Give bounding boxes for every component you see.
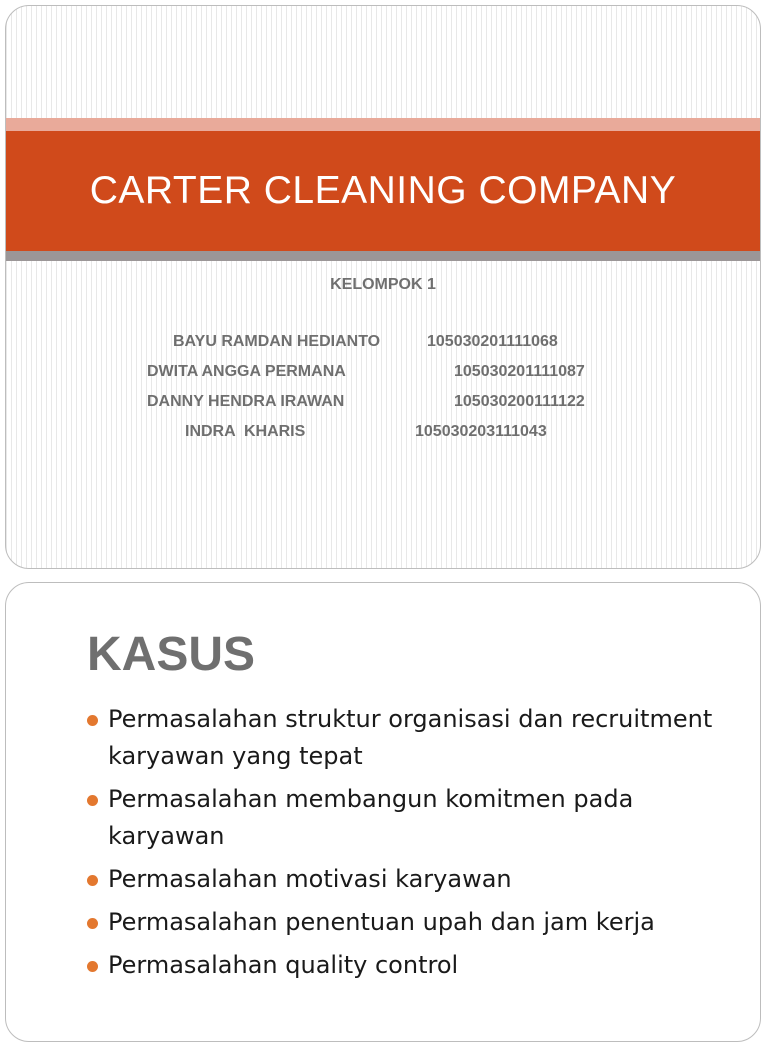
- list-item: [86, 701, 736, 775]
- member-name: DANNY HENDRA IRAWAN: [147, 393, 345, 410]
- content-slide: [5, 582, 761, 1042]
- member-nim: 105030203111043: [415, 423, 547, 440]
- member-nim: 105030200111122: [454, 393, 585, 410]
- bullet-text: Permasalahan motivasi karyawan: [108, 865, 512, 893]
- bullet-dot-icon: [87, 875, 98, 886]
- bullet-dot-icon: [87, 715, 98, 726]
- member-name: DWITA ANGGA PERMANA: [147, 363, 346, 380]
- slide-title: CARTER CLEANING COMPANY: [89, 169, 677, 212]
- bullet-text: Permasalahan quality control: [108, 951, 459, 979]
- bullet-text: Permasalahan penentuan upah dan jam kerja: [108, 908, 655, 936]
- member-nim: 105030201111087: [454, 363, 585, 380]
- accent-stripe-top: [6, 118, 760, 131]
- slide-heading: KASUS: [87, 628, 256, 681]
- bullet-dot-icon: [87, 795, 98, 806]
- group-label: KELOMPOK 1: [330, 276, 436, 293]
- list-item: [86, 781, 736, 855]
- member-nim: 105030201111068: [427, 333, 558, 350]
- bullet-text: Permasalahan struktur organisasi dan recruitment karyawan yang tepat: [108, 705, 713, 770]
- bullet-dot-icon: [87, 918, 98, 929]
- title-band: [6, 131, 760, 251]
- list-item: [86, 947, 736, 984]
- bullet-dot-icon: [87, 961, 98, 972]
- bullet-text: Permasalahan membangun komitmen pada karyawan: [108, 785, 634, 850]
- bullet-list: [86, 701, 736, 990]
- list-item: [86, 904, 736, 941]
- list-item: [86, 861, 736, 898]
- member-name: BAYU RAMDAN HEDIANTO: [173, 333, 381, 350]
- accent-stripe-bottom: [6, 251, 760, 261]
- member-name: INDRA KHARIS: [185, 423, 306, 440]
- title-slide: [5, 5, 761, 569]
